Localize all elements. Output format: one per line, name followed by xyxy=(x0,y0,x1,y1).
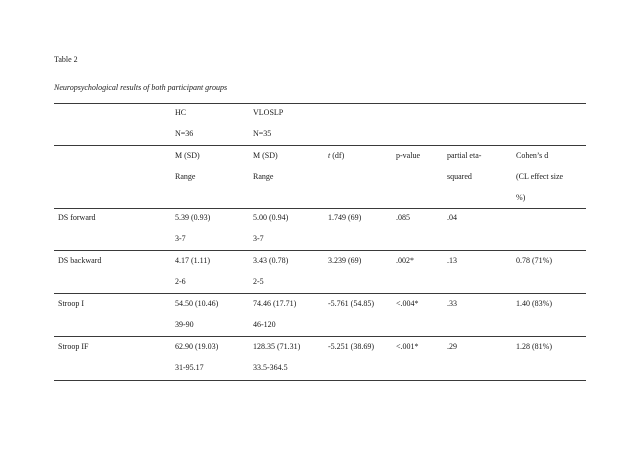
row-divider-rule xyxy=(54,336,586,337)
row-label: DS forward xyxy=(58,213,96,222)
cell-d: 1.40 (83%) xyxy=(516,299,552,308)
cell-eta: .04 xyxy=(447,213,457,222)
cell-p: <.001* xyxy=(396,342,419,351)
cell-vloslp-msd: 74.46 (17.71) xyxy=(253,299,297,308)
group-name-hc: HC xyxy=(175,108,187,117)
t-symbol: t xyxy=(328,151,331,160)
cell-p: .085 xyxy=(396,213,410,222)
cell-vloslp-msd: 128.35 (71.31) xyxy=(253,342,301,351)
cell-vloslp-msd: 3.43 (0.78) xyxy=(253,256,289,265)
cell-vloslp-msd: 5.00 (0.94) xyxy=(253,213,289,222)
cell-eta: .33 xyxy=(447,299,457,308)
table-title: Neuropsychological results of both participant groups xyxy=(54,83,228,92)
column-header-eta-line2: squared xyxy=(447,172,472,181)
column-header-hc-range: Range xyxy=(175,172,196,181)
group-name-vloslp: VLOSLP xyxy=(253,108,284,117)
row-label: Stroop IF xyxy=(58,342,89,351)
cell-eta: .29 xyxy=(447,342,457,351)
cell-hc-range: 31-95.17 xyxy=(175,363,204,372)
group-n-vloslp: N=35 xyxy=(253,129,272,138)
row-label: Stroop I xyxy=(58,299,84,308)
cell-t: -5.251 (38.69) xyxy=(328,342,374,351)
cell-hc-msd: 62.90 (19.03) xyxy=(175,342,219,351)
column-header-hc-msd: M (SD) xyxy=(175,151,200,160)
cell-vloslp-range: 2-5 xyxy=(253,277,264,286)
cell-hc-range: 39-90 xyxy=(175,320,194,329)
cell-hc-range: 3-7 xyxy=(175,234,186,243)
cell-hc-msd: 5.39 (0.93) xyxy=(175,213,211,222)
cell-d: 1.28 (81%) xyxy=(516,342,552,351)
row-label: DS backward xyxy=(58,256,102,265)
cell-hc-msd: 54.50 (10.46) xyxy=(175,299,219,308)
header-bottom-rule xyxy=(54,208,586,209)
cell-vloslp-range: 33.5-364.5 xyxy=(253,363,288,372)
cell-hc-msd: 4.17 (1.11) xyxy=(175,256,211,265)
cell-vloslp-range: 3-7 xyxy=(253,234,264,243)
cell-hc-range: 2-6 xyxy=(175,277,186,286)
column-header-d-line1: Cohen’s d xyxy=(516,151,549,160)
table-number: Table 2 xyxy=(54,55,78,64)
t-df-label: (df) xyxy=(330,151,345,160)
cell-eta: .13 xyxy=(447,256,457,265)
cell-d: 0.78 (71%) xyxy=(516,256,552,265)
cell-p: .002* xyxy=(396,256,414,265)
column-header-p: p-value xyxy=(396,151,420,160)
column-header-eta-line1: partial eta- xyxy=(447,151,482,160)
header-divider-rule xyxy=(54,145,586,146)
table-top-rule xyxy=(54,103,586,104)
column-header-d-line2: (CL effect size xyxy=(516,172,564,181)
table-bottom-rule xyxy=(54,380,586,381)
group-n-hc: N=36 xyxy=(175,129,194,138)
column-header-d-line3: %) xyxy=(516,193,526,202)
column-header-t xyxy=(328,151,344,161)
cell-t: 1.749 (69) xyxy=(328,213,362,222)
row-divider-rule xyxy=(54,293,586,294)
cell-t: -5.761 (54.85) xyxy=(328,299,374,308)
row-divider-rule xyxy=(54,250,586,251)
column-header-vloslp-msd: M (SD) xyxy=(253,151,278,160)
cell-vloslp-range: 46-120 xyxy=(253,320,276,329)
column-header-vloslp-range: Range xyxy=(253,172,274,181)
cell-p: <.004* xyxy=(396,299,419,308)
cell-t: 3.239 (69) xyxy=(328,256,362,265)
